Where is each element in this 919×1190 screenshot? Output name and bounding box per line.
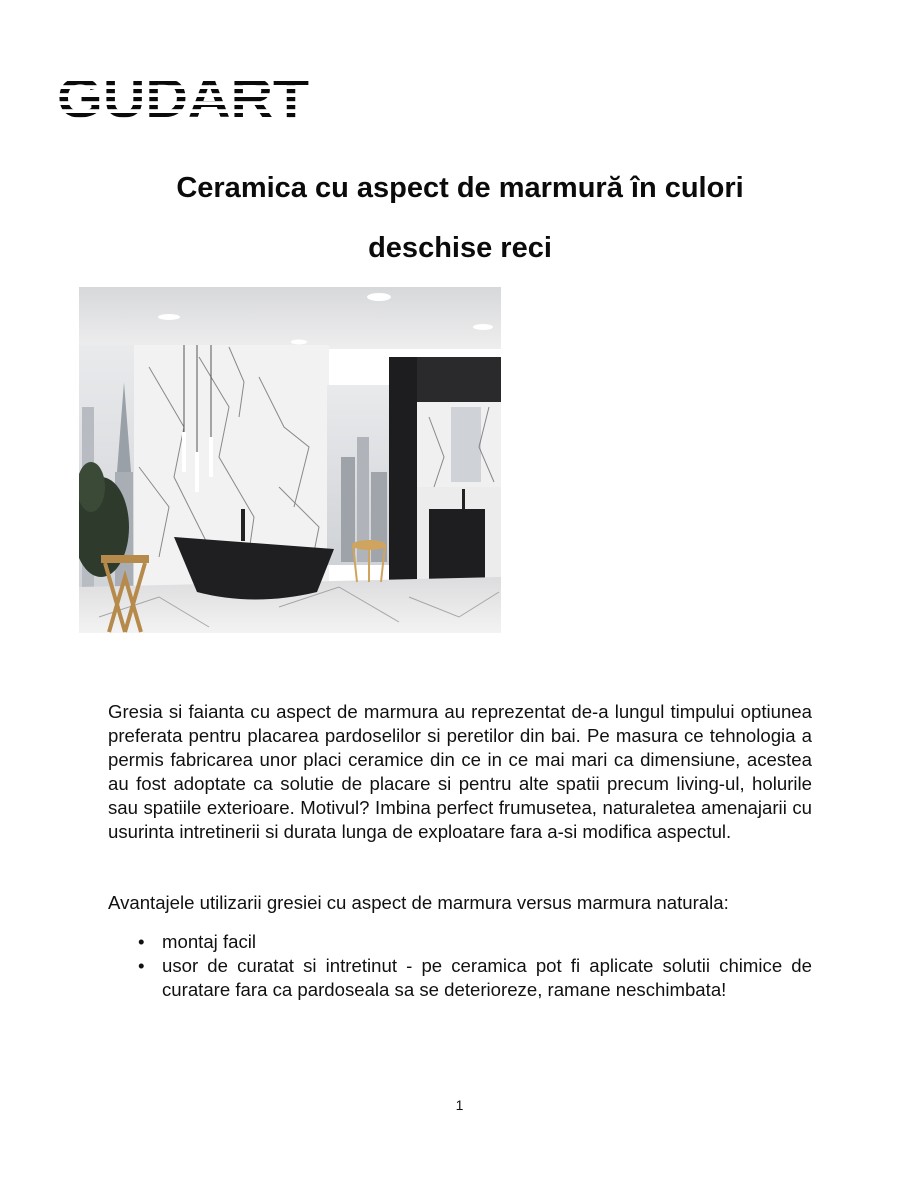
bathroom-marble-photo [79,287,501,633]
svg-text:GUDART: GUDART [57,73,309,121]
gudart-logo [56,73,310,121]
advantages-paragraph: Avantajele utilizarii gresiei cu aspect de marmura versus marmura naturala: [108,892,729,913]
list-item: • usor de curatat si intretinut - pe ceramica pot fi aplicate solutii chimice de curatare fara ca pardoseala sa se deterioreze, ramane neschimbata! [138,955,812,1000]
bullet-icon: • [138,931,145,952]
page-title-line-1: Ceramica cu aspect de marmură în culori [176,172,744,204]
intro-paragraph: Gresia si faianta cu aspect de marmura au reprezentat de-a lungul timpului optiunea preferata pentru placarea pardoselilor si peretilor din bai. Pe masura ce tehnologia a permis fabricarea unor placi ceramice din ce in ce mai mari ca dimensiune, acestea au fost adoptate ca solutie de placare si pentru alte spatii precum living-ul, holurile sau spatiile exterioare. Motivul? Imbina perfect frumusetea, naturaletea amenajarii cu usurinta intretinerii si durata lunga de exploatare fara a-si modifica aspectul. [108,701,812,842]
bullet-icon: • [138,955,145,976]
advantages-list [108,930,812,1002]
list-item: • montaj facil [138,931,257,952]
page-title-line-2: deschise reci [368,232,552,264]
page-number: 1 [455,1097,464,1113]
